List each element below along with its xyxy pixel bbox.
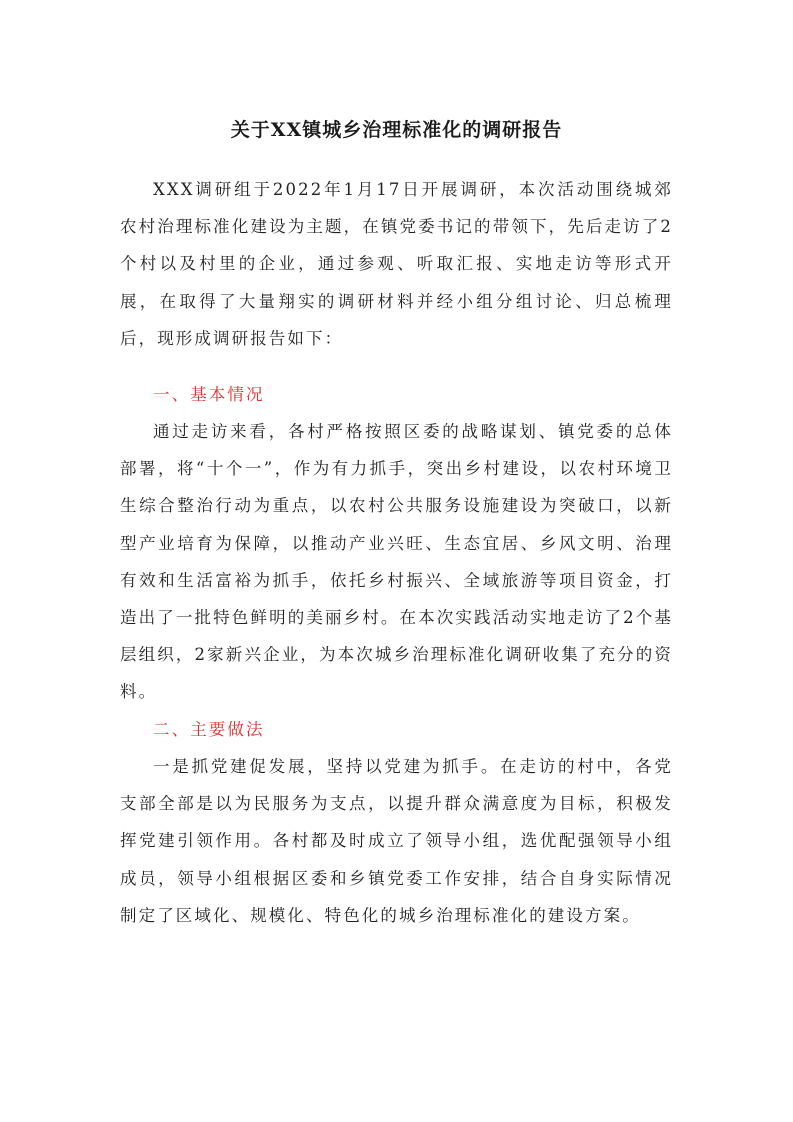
basic-situation-paragraph: 通过走访来看，各村严格按照区委的战略谋划、镇党委的总体部署，将“十个一”，作为有力抓手，突出乡村建设，以农村环境卫生综合整治行动为重点，以农村公共服务设施建设为突破口，以新型产业培育为保障，以推动产业兴旺、生态宜居、乡风文明、治理有效和生活富裕为抓手，依托乡村振兴、全域旅游等项目资金，打造出了一批特色鲜明的美丽乡村。在本次实践活动实地走访了2个基层组织，2家新兴企业，为本次城乡治理标准化调研收集了充分的资料。 bbox=[120, 422, 673, 702]
main-practices-paragraph: 一是抓党建促发展，坚持以党建为抓手。在走访的村中，各党支部全部是以为民服务为支点，以提升群众满意度为目标，积极发挥党建引领作用。各村都及时成立了领导小组，选优配强领导小组成员，领导小组根据区委和乡镇党委工作安排，结合自身实际情况制定了区域化、规模化、特色化的城乡治理标准化的建设方案。 bbox=[120, 757, 673, 925]
document-title: 关于XX镇城乡治理标准化的调研报告 bbox=[230, 119, 563, 141]
intro-paragraph: XXX调研组于2022年1月17日开展调研，本次活动围绕城郊农村治理标准化建设为主题，在镇党委书记的带领下，先后走访了2个村以及村里的企业，通过参观、听取汇报、实地走访等形式开展，在取得了大量翔实的调研材料并经小组分组讨论、归总梳理后，现形成调研报告如下： bbox=[120, 180, 673, 348]
section-heading-basic-situation: 一、基本情况 bbox=[153, 385, 265, 404]
section-heading-main-practices: 二、主要做法 bbox=[153, 720, 265, 739]
